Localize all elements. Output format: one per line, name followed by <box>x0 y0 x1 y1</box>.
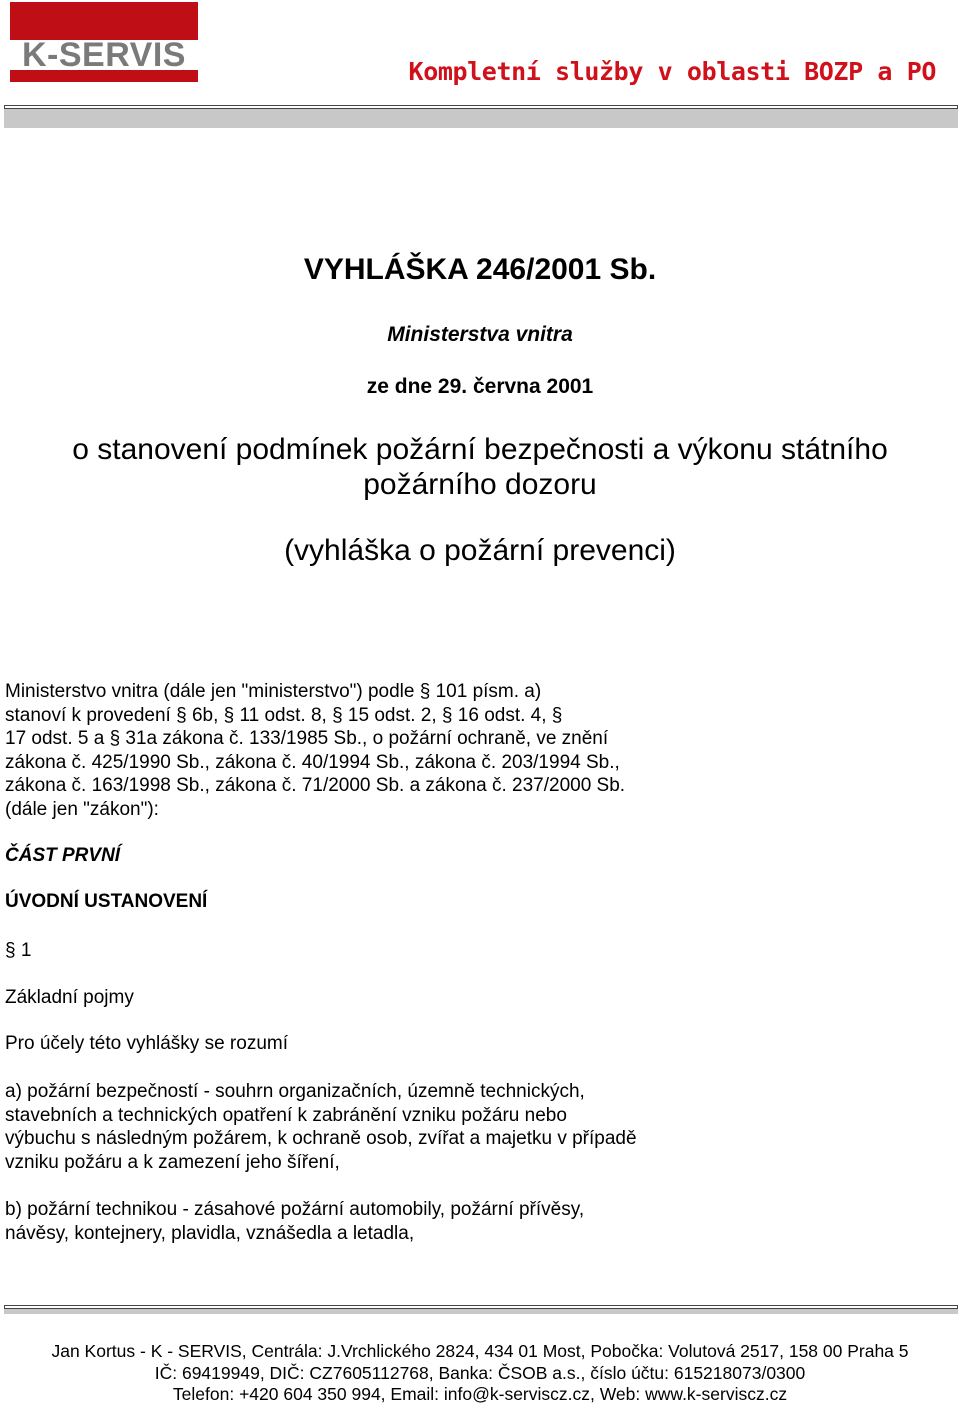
definition-line: výbuchu s následným požárem, k ochraně osob, zvířat a majetku v případě <box>5 1128 637 1150</box>
footer-contact <box>0 1341 960 1406</box>
intro-paragraph <box>5 680 705 822</box>
footer-company-ids-line: IČ: 69419949, DIČ: CZ7605112768, Banka: ČSOB a.s., číslo účtu: 615218073/0300 <box>154 1362 806 1383</box>
part-title: ČÁST PRVNÍ <box>5 845 121 866</box>
document-issuer: Ministerstva vnitra <box>387 323 573 346</box>
part-heading: ÚVODNÍ USTANOVENÍ <box>5 891 208 912</box>
definition-line: vzniku požáru a k zamezení jeho šíření, <box>5 1151 340 1173</box>
definition-line: stavebních a technických opatření k zabránění vzniku požáru nebo <box>5 1104 567 1126</box>
footer-contact-line: Telefon: +420 604 350 994, Email: info@k-serviscz.cz, Web: www.k-serviscz.cz <box>172 1384 788 1404</box>
document-subject <box>0 432 960 502</box>
definition-line: b) požární technikou - zásahové požární automobily, požární přívěsy, <box>5 1199 585 1220</box>
intro-line: (dále jen "zákon"): <box>5 798 159 820</box>
definition-line: a) požární bezpečností - souhrn organizačních, územně technických, <box>5 1081 585 1102</box>
subject-line: o stanovení podmínek požární bezpečnosti a výkonu státního <box>72 433 888 466</box>
definitions-lead: Pro účely této vyhlášky se rozumí <box>5 1033 288 1054</box>
document-title: VYHLÁŠKA 246/2001 Sb. <box>303 253 657 286</box>
header-tagline: Kompletní služby v oblasti BOZP a PO <box>408 57 936 86</box>
intro-line: Ministerstvo vnitra (dále jen "ministerstvo") podle § 101 písm. a) <box>5 681 542 702</box>
intro-line: zákona č. 163/1998 Sb., zákona č. 71/2000 Sb. a zákona č. 237/2000 Sb. <box>5 775 626 797</box>
definition-item-b <box>5 1198 705 1245</box>
intro-line: stanoví k provedení § 6b, § 11 odst. 8, § 15 odst. 2, § 16 odst. 4, § <box>5 704 563 726</box>
section-title: Základní pojmy <box>5 987 134 1008</box>
intro-line: zákona č. 425/1990 Sb., zákona č. 40/1994 Sb., zákona č. 203/1994 Sb., <box>5 751 620 773</box>
definition-line: návěsy, kontejnery, plavidla, vznášedla a letadla, <box>5 1222 415 1244</box>
header-divider-shadow <box>4 109 958 128</box>
document-date: ze dne 29. června 2001 <box>366 375 594 398</box>
footer-divider-shadow <box>4 1309 958 1314</box>
definition-item-a <box>5 1080 705 1174</box>
logo-text: K-SERVIS <box>22 36 186 74</box>
section-number: § 1 <box>5 940 32 961</box>
k-servis-logo <box>10 2 198 82</box>
document-short-title: (vyhláška o požární prevenci) <box>284 534 676 567</box>
subject-line: požárního dozoru <box>363 468 597 501</box>
intro-line: 17 odst. 5 a § 31a zákona č. 133/1985 Sb., o požární ochraně, ve znění <box>5 728 609 750</box>
footer-address-line: Jan Kortus - K - SERVIS, Centrála: J.Vrchlického 2824, 434 01 Most, Pobočka: Volutová 2517, 158 00 Praha 5 <box>51 1341 909 1361</box>
